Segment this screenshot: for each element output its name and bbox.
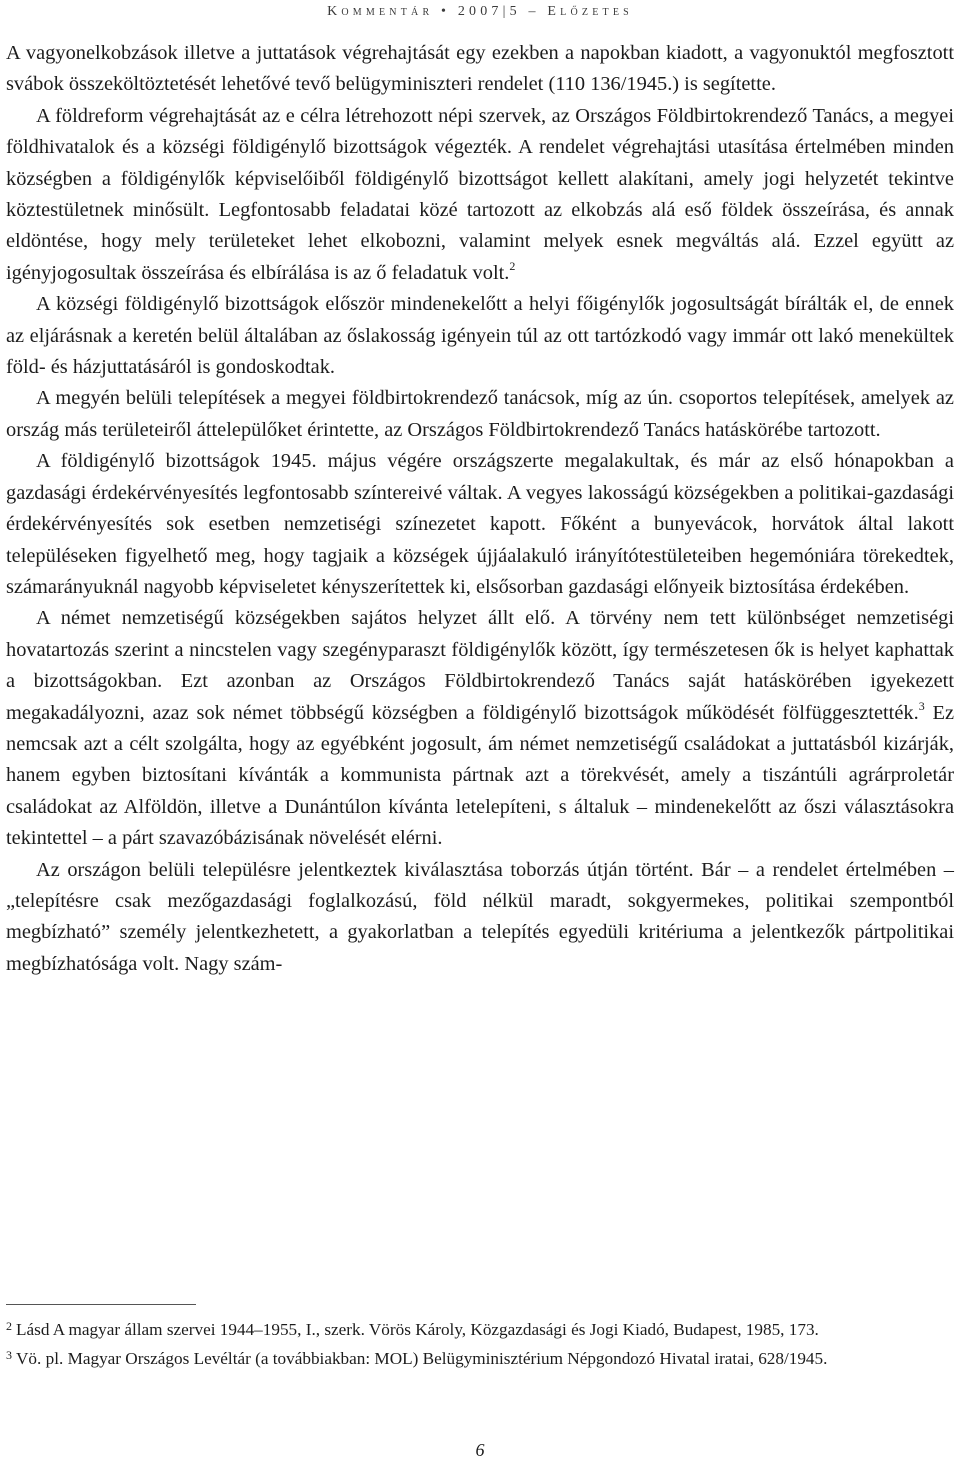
paragraph (6, 289, 954, 383)
paragraph-text: A német nemzetiségű községekben sajátos helyzet állt elő. A törvény nem tett különbséget nemzetiségi hovatartozás szerint a nincstelen vagy szegényparaszt földigénylők között, így természetesen ők is helyet kaphattak a bizottságokban. Ezt azonban az Országos Földbirtokrendező Tanács saját hatáskörében igyekezett megakadályozni, azaz sok német többségű községben a földigénylő bizottságok működését fölfüggesztették. (6, 607, 954, 724)
footnote-number: 2 (6, 1319, 12, 1333)
paragraph-text: A községi földigénylő bizottságok először mindenekelőtt a helyi főigénylők jogosultságát bírálták el, de ennek az eljárásnak a keretén belül általában az őslakosság igényein túl az ott tartózkodó vagy immár ott lakó menekültek föld- és házjuttatásáról is gondoskodtak. (6, 293, 954, 379)
paragraph (6, 855, 954, 981)
body-text (6, 38, 954, 980)
paragraph (6, 38, 954, 101)
footnote-number: 3 (6, 1347, 12, 1362)
footnote-text: Lásd A magyar állam szervei 1944–1955, I., szerk. Vörös Károly, Közgazdasági és Jogi Kiadó, Budapest, 1985, 173. (16, 1320, 819, 1339)
paragraph (6, 446, 954, 603)
page-number: 6 (475, 1440, 485, 1460)
running-head: Kommentár • 2007|5 – Előzetes (327, 4, 633, 19)
paragraph-text: A megyén belüli telepítések a megyei földbirtokrendező tanácsok, míg az ún. csoportos telepítések, amelyek az ország más területeiről áttelepülőket érintette, az Országos Földbirtokrendező Tanács hatáskörébe tartozott. (6, 387, 954, 441)
paragraph (6, 383, 954, 446)
footnote (6, 1343, 954, 1372)
paragraph-text: Az országon belüli településre jelentkeztek kiválasztása toborzás útján történt. Bár – a rendelet értelmében – „telepítésre csak mezőgazdasági foglalkozású, föld nélkül maradt, sokgyermekes, politikai szempontból megbízható” személy jelentkezhetett, a gyakorlatban a telepítés egyedüli kritériuma a jelentkezők pártpolitikai megbízhatósága volt. Nagy szám- (6, 858, 954, 975)
footnotes (6, 1314, 954, 1371)
paragraph-text: A földreform végrehajtását az e célra létrehozott népi szervek, az Országos Földbirtokrendező Tanács, a megyei földhivatalok és a községi földigénylő bizottságok végezték. A rendelet végrehajtási utasítása értelmében minden községben a földigénylők képviselőiből földigénylő bizottságot kellett alakítani, amely jogi helyzetét tekintve köztestületnek minősült. Legfontosabb feladatai közé tartozott az elkobzás alá eső földek összeírása, és annak eldöntése, hogy mely területeket lehet elkobozni, valamint melyek esnek megváltás alá. Ezzel együtt az igényjogosultak összeírása és elbírálása is az ő feladatuk volt. (6, 104, 954, 284)
paragraph (6, 603, 954, 854)
paragraph (6, 101, 954, 289)
footnote-ref[interactable]: 2 (509, 258, 516, 273)
footnote-divider (6, 1304, 196, 1305)
footnote-text: Vö. pl. Magyar Országos Levéltár (a továbbiakban: MOL) Belügyminisztérium Népgondozó Hivatal iratai, 628/1945. (16, 1348, 828, 1368)
footnote-ref[interactable]: 3 (918, 698, 925, 713)
paragraph-text: A földigénylő bizottságok 1945. május végére országszerte megalakultak, és már az első hónapokban a gazdasági érdekérvényesítés legfontosabb színtereivé váltak. A vegyes lakosságú községekben a politikai-gazdasági érdekérvényesítés sok esetben nemzetiségi színezetet kapott. Főként a bunyevácok, horvátok által lakott településeken figyelhető meg, hogy tagjaik a községek újjáalakuló irányítótestületeiben hegemóniára törekedtek, számarányuknál nagyobb képviseletet kényszerítettek ki, elsősorban gazdasági előnyeik biztosítása érdekében. (6, 450, 954, 598)
footnote (6, 1314, 954, 1343)
paragraph-text-continued: Ez nemcsak azt a célt szolgálta, hogy az egyébként jogosult, ám német nemzetiségű családokat a juttatásból kizárják, hanem egyben biztosítani kívánták a kommunista pártnak azt a törekvését, amely a tiszántúli agrárproletár családokat az Alföldön, illetve a Dunántúlon kívánta letelepíteni, s általuk – mindenekelőtt az őszi választásokra tekintettel – a párt szavazóbázisának növelését elérni. (6, 701, 954, 850)
paragraph-text: A vagyonelkobzások illetve a juttatások végrehajtását egy ezekben a napokban kiadott, a vagyonuktól megfosztott svábok összeköltöztetését lehetővé tevő belügyminiszteri rendelet (110 136/1945.) is segítette. (6, 42, 954, 96)
